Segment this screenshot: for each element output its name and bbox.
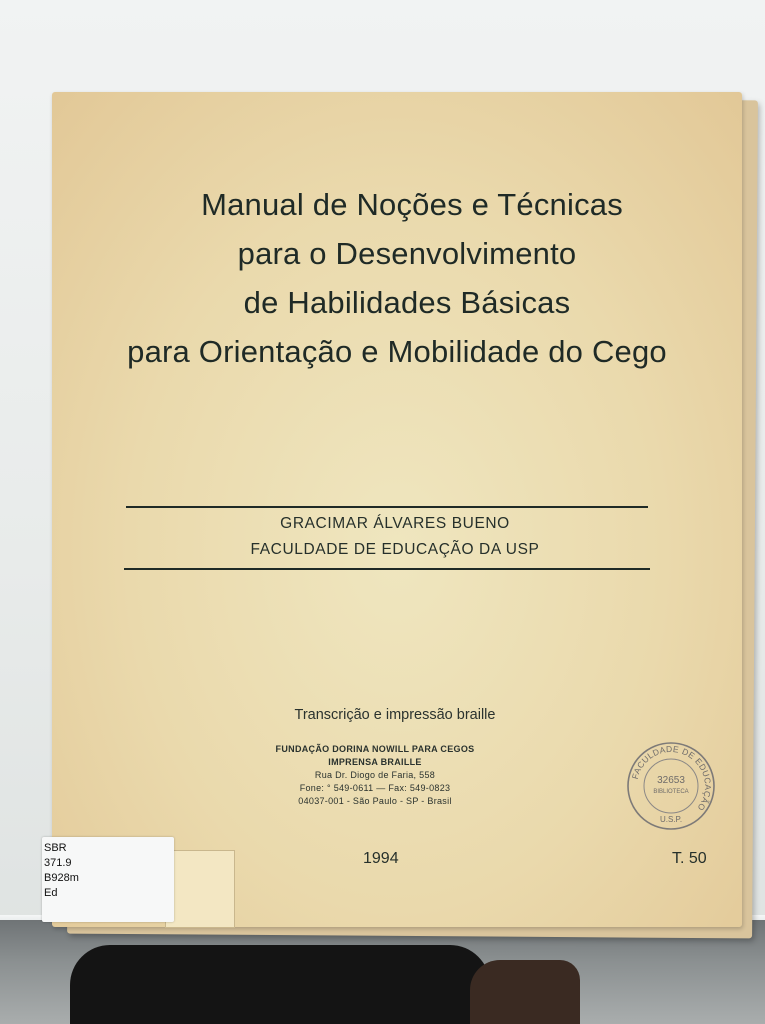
publisher-block [230,743,520,808]
stamp-library: BIBLIOTECA [653,789,689,795]
publisher-address: Rua Dr. Diogo de Faria, 558 [314,770,436,780]
publisher-division: IMPRENSA BRAILLE [328,757,422,767]
shoe [470,960,580,1024]
call-number-line: SBR [44,842,67,854]
bottom-rule [124,568,650,570]
stamp-ring-text: FACULDADE DE EDUCAÇÃO [629,743,714,813]
call-number-line: 371.9 [44,857,72,869]
institution-name: FACULDADE DE EDUCAÇÃO DA USP [250,541,540,558]
book-title [52,180,742,376]
stamp-number: 32653 [657,775,685,786]
title-line: Manual de Noções e Técnicas [201,187,623,222]
title-line: para Orientação e Mobilidade do Cego [127,334,667,369]
publication-year: 1994 [363,850,399,867]
author-name: GRACIMAR ÁLVARES BUENO [280,515,510,532]
stamp-university: U.S.P. [659,815,683,824]
top-rule [126,506,648,508]
publisher-phone: Fone: ° 549-0611 — Fax: 549-0823 [299,783,451,793]
pocket-tab [165,850,235,928]
call-number-text [44,841,79,901]
volume-number: T. 50 [672,850,707,867]
call-number-line: B928m [44,872,79,884]
publisher-name: FUNDAÇÃO DORINA NOWILL PARA CEGOS [275,744,475,754]
call-number-line: Ed [44,887,58,899]
person-legs [70,945,490,1024]
publisher-city: 04037-001 - São Paulo - SP - Brasil [298,796,452,806]
title-line: de Habilidades Básicas [243,285,571,320]
library-stamp [625,740,717,832]
transcription-note: Transcrição e impressão braille [294,707,496,723]
title-line: para o Desenvolvimento [237,236,577,271]
